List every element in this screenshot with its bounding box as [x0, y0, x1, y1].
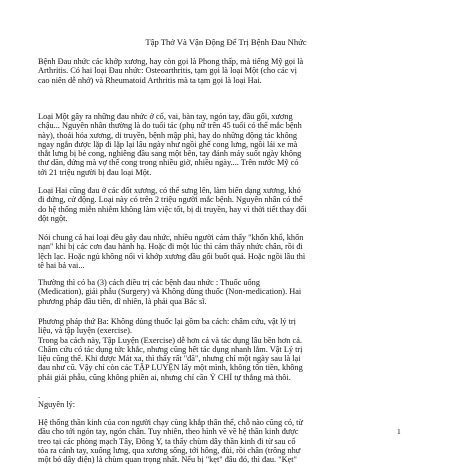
paragraph	[38, 186, 420, 223]
text-line: Bệnh Đau nhức các khớp xương, hay còn gọi là Phong thấp, mà tiếng Mỹ gọi là	[38, 57, 304, 66]
text-line: Nói chung cả hai loại đều gây đau nhức, nhiều người cảm thấy "khốn khổ, khốn	[38, 233, 304, 242]
text-line: Hệ thống thần kinh của con người chạy cùng khắp thân thể, chỗ nào cũng có, từ	[38, 418, 303, 427]
document-title: Tập Thở Và Vận Động Để Trị Bệnh Đau Nhức	[145, 37, 307, 47]
text-line: tới 21 triệu người bị đau loại Một.	[38, 167, 152, 177]
paragraph	[38, 57, 420, 85]
text-line: liệu, và tập luyện (exercise).	[38, 326, 132, 336]
text-line: cao niên dễ nhớ) và Rheumatoid Arthritis mà ta tạm gọi là loại Hai.	[38, 75, 262, 85]
text-line: (Medication), giải phẫu (Surgery) và Không dùng thuốc (Non-medication). Hai	[38, 287, 302, 297]
text-line: đột ngột.	[38, 213, 68, 223]
text-line: Trong ba cách này, Tập Luyện (Exercise) dễ hơn cả và tác dụng lâu bền hơn cả.	[38, 335, 302, 345]
text-line: ngay ngắn được lặp đi lặp lại lâu ngày như ngồi ghế cong lưng, ngồi lái xe mà	[38, 139, 298, 149]
text-line: Arthritis. Có hai loại Đau nhức: Osteoarthritis, tạm gọi là loại Một (cho các vị	[38, 66, 297, 76]
text-line: do hệ thống miễn nhiễm không làm việc tốt, bị di truyền, hay vì thời tiết thay đổi	[38, 204, 307, 214]
paragraph	[38, 233, 420, 270]
page-number: 1	[397, 427, 401, 436]
paragraph	[38, 391, 420, 400]
text-line: thắt lưng bị bẻ cong, nghiêng đầu sang một bên, tay đánh máy suốt ngày không	[38, 149, 302, 159]
text-line: này), thoái hóa xương, di truyền, bệnh mập phì, hay do những động tác không	[38, 130, 298, 140]
text-line: thư dãn, đứng mà vợ thế cong trong nhiều giờ, nhiều ngày.... Trên nước Mỹ có	[38, 158, 299, 168]
text-line: Phương pháp thứ Ba: Không dùng thuốc lại gồm ba cách: châm cứu, vật lý trị	[38, 317, 296, 326]
text-line: Loại Hai cũng đau ở các đốt xương, có thể sưng lên, làm biến dạng xương, khó	[38, 186, 301, 195]
text-line: liệu cũng thế. Khi được Mát xa, thì thấy rất "đã", nhưng chỉ một ngày sau là lại	[38, 354, 301, 364]
text-line: đi đứng, cử động. Loại này có trên 2 triệu người mắc bệnh. Nguyên nhân có thể	[38, 195, 303, 205]
text-line: đầu cho tới ngón tay, ngón chân. Tuy nhiên, theo hình vẽ về hệ thần kinh được	[38, 427, 299, 437]
text-line: nạn" khi bị các cơn đau hành hạ. Hoặc đi một lúc thì cảm thấy nhức chân, rồi đi	[38, 242, 303, 252]
paragraph	[38, 317, 420, 382]
paragraph	[38, 278, 420, 306]
text-line: phương pháp đầu tiên, dĩ nhiên, là phải qua Bác sĩ.	[38, 296, 207, 306]
paragraph	[38, 418, 420, 464]
text-line: .	[38, 391, 41, 400]
text-line: treo tại các phòng mạch Tây, Đông Y, ta thấy chùm dây thần kinh đi từ sau cổ	[38, 436, 296, 446]
text-line: lệch lạc. Hoặc ngủ không nổi vì khớp xương đầu gối buốt quá. Hoặc ngồi lâu thì	[38, 251, 306, 261]
text-line: phải giải phẫu, cũng không phiền ai, nhưng chỉ cần Ý CHÍ tự thắng mà thôi.	[38, 372, 291, 382]
text-line: tỏa ra cánh tay, xuống lưng, qua xương sống, tới hông, đùi, rồi chân (trông như	[38, 445, 301, 455]
paragraph	[38, 400, 420, 409]
text-line: Nguyên lý:	[38, 400, 76, 409]
text-line: Thường thì có ba (3) cách điều trị các bệnh đau nhức : Thuốc uống	[38, 278, 260, 287]
text-line: Châm cứu có tác dụng tức khắc, nhưng cũng hết tác dụng nhanh lắm. Vật Lý trị	[38, 344, 303, 354]
text-line: một bó dây điện) là chùm quan trọng nhất. Nếu bị "kẹt" đâu đó, thì đau. "Kẹt"	[38, 455, 297, 464]
text-line: đau như cũ. Vậy chỉ còn các TẬP LUYỆN lấy một mình, không tốn tiền, không	[38, 363, 303, 373]
paragraph	[38, 112, 420, 177]
text-line: Loại Một gây ra những đau nhức ở cổ, vai, bàn tay, ngón tay, đầu gối, xương	[38, 112, 293, 121]
text-line: chậu... Nguyên nhân thường là do tuổi tác (phụ nữ trên 45 tuổi có thể mắc bệnh	[38, 121, 302, 131]
text-line: tê hai bả vai...	[38, 260, 85, 270]
